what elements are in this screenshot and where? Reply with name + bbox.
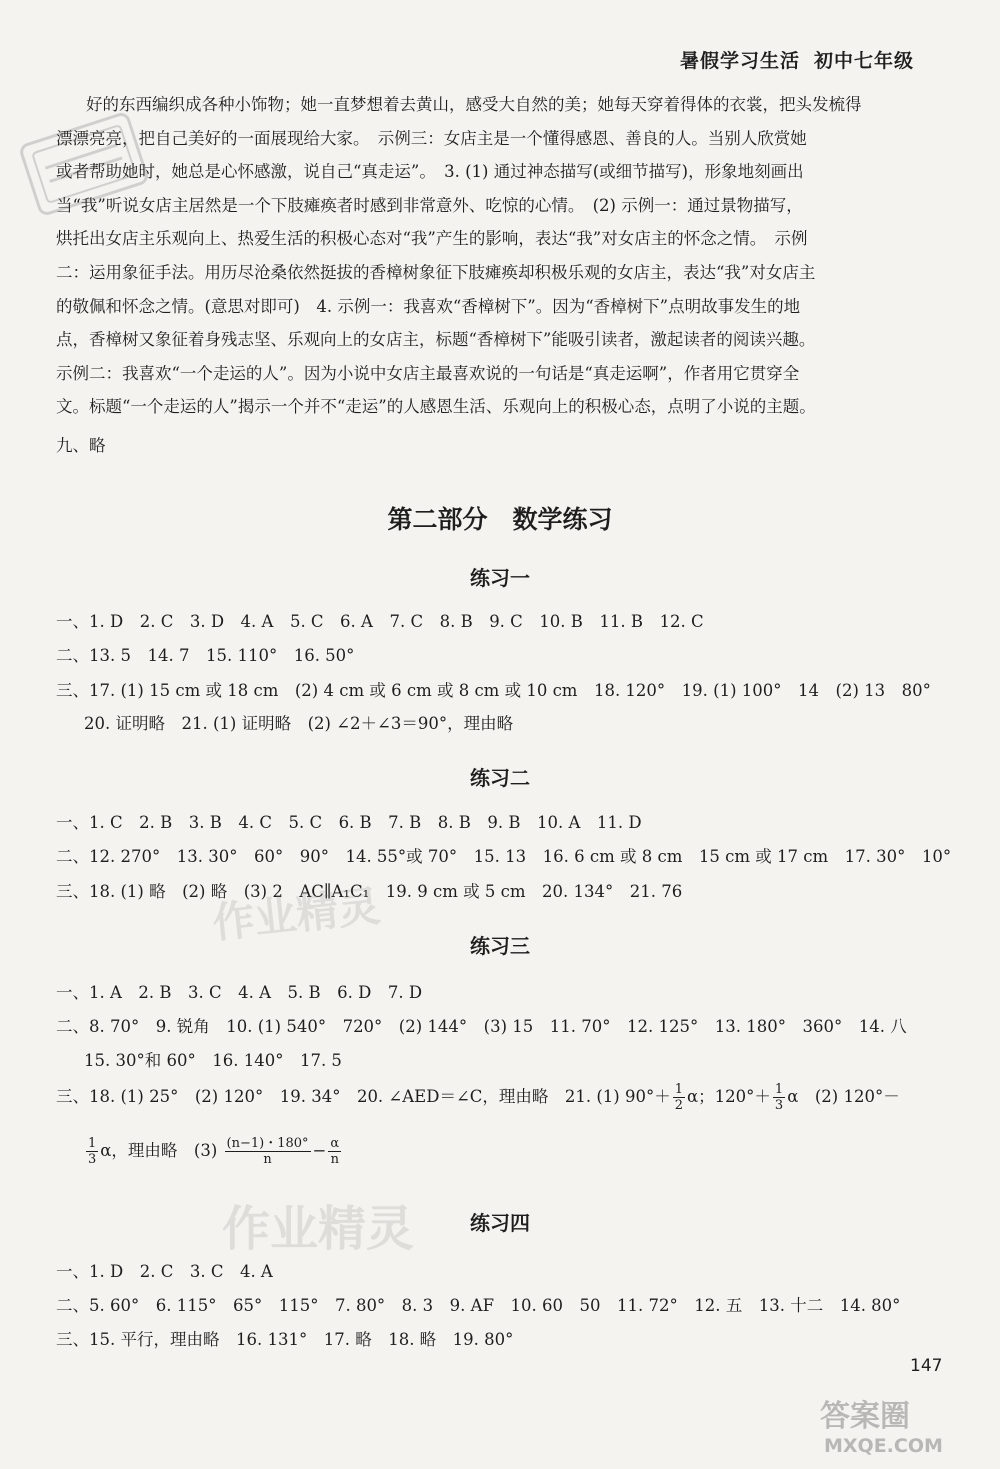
answer-line: 点，香樟树又象征着身残志坚、乐观向上的女店主，标题“香樟树下”能吸引读者，激起读者的阅读兴趣。 xyxy=(56,330,816,350)
fraction: $\frac{(n-1)・180^\circ}{n}$ xyxy=(226,1136,309,1167)
answer-line: 二：运用象征手法。用历尽沧桑依然挺拔的香樟树象征下肢瘫痪却积极乐观的女店主，表达“我”对女店主 xyxy=(56,262,816,282)
exercise3-title: 练习三 xyxy=(470,934,530,958)
answer-line: 当“我”听说女店主居然是一个下肢瘫痪者时感到非常意外、吃惊的心情。 (2) 示例一：通过景物描写， xyxy=(56,195,803,215)
fraction: $\frac{1}{3}$ xyxy=(774,1082,784,1113)
watermark-text: 作业精灵 xyxy=(222,1201,415,1257)
answer-line: 文。标题“一个走运的人”揭示一个并不“走运”的人感恩生活、乐观向上的积极心态，点明了小说的主题。 xyxy=(56,397,816,417)
exercise4-row: 三、15. 平行，理由略 16. 131° 17. 略 18. 略 19. 80° xyxy=(56,1330,514,1349)
exercise3-row: 二、8. 70° 9. 锐角 10. (1) 540° 720° (2) 144° (3) 15 11. 70° 12. 125° 13. 180° 360° 14. 八 xyxy=(56,1017,907,1036)
exercise2-row: 二、12. 270° 13. 30° 60° 90° 14. 55°或 70° 15. 13 16. 6 cm 或 8 cm 15 cm 或 17 cm 17. 30° 10° xyxy=(56,847,952,866)
exercise4-row: 一、1. D 2. C 3. C 4. A xyxy=(56,1262,273,1281)
exercise2-title: 练习二 xyxy=(470,766,530,790)
watermark-text: 作业精灵 xyxy=(210,881,383,948)
answer-line: 示例二：我喜欢“一个走运的人”。因为小说中女店主最喜欢说的一句话是“真走运啊”，作者用它贯穿全 xyxy=(56,363,800,383)
answer-line: 或者帮助她时，她总是心怀感激，说自己“真走运”。 3. (1) 通过神态描写(或细节描写)，形象地刻画出 xyxy=(56,162,804,182)
exercise1-row: 20. 证明略 21. (1) 证明略 (2) ∠2＋∠3＝90°，理由略 xyxy=(84,714,514,733)
answer-line: 烘托出女店主乐观向上、热爱生活的积极心态对“我”产生的影响，表达“我”对女店主的怀念之情。 示例 xyxy=(56,229,808,249)
page-number: 147 xyxy=(910,1356,943,1376)
exercise3-row-fractions: 三、18. (1) 25° (2) 120° 19. 34° 20. ∠AED＝∠C，理由略 21. (1) 90°＋ $\frac{1}{2}$ α；120°＋ $\frac{1}{3}$ α (2) 120°－ xyxy=(56,1082,900,1113)
brand-logo xyxy=(810,1392,980,1458)
fraction: $\frac{1}{2}$ xyxy=(674,1082,684,1113)
exercise1-title: 练习一 xyxy=(470,566,530,590)
svg-text:答案圈: 答案圈 xyxy=(820,1399,910,1434)
exercise3-row-fractions-cont: $\frac{1}{3}$ α，理由略 (3) $\frac{(n-1)・180^\circ}{n}$ − $\frac{\alpha}{n}$ xyxy=(88,1136,340,1167)
svg-text:MXQE.COM: MXQE.COM xyxy=(824,1435,943,1457)
exercise4-title: 练习四 xyxy=(470,1211,530,1235)
section-nine: 九、略 xyxy=(56,436,106,455)
running-header xyxy=(680,46,914,73)
chinese-answers-block xyxy=(56,88,936,424)
header-grade: 初中七年级 xyxy=(813,50,914,72)
exercise1-row: 二、13. 5 14. 7 15. 110° 16. 50° xyxy=(56,646,355,665)
exercise3-row: 一、1. A 2. B 3. C 4. A 5. B 6. D 7. D xyxy=(56,983,423,1002)
header-title: 暑假学习生活 xyxy=(679,50,800,72)
fraction: $\frac{\alpha}{n}$ xyxy=(330,1136,340,1167)
exercise4-row: 二、5. 60° 6. 115° 65° 115° 7. 80° 8. 3 9. AF 10. 60 50 11. 72° 12. 五 13. 十二 14. 80° xyxy=(56,1296,901,1315)
exercise3-row: 15. 30°和 60° 16. 140° 17. 5 xyxy=(84,1051,342,1070)
part-two-title: 第二部分 数学练习 xyxy=(387,505,613,534)
fraction: $\frac{1}{3}$ xyxy=(88,1136,97,1167)
answer-line: 好的东西编织成各种小饰物；她一直梦想着去黄山，感受大自然的美；她每天穿着得体的衣裳，把头发梳得 xyxy=(86,95,862,114)
exercise2-row: 一、1. C 2. B 3. B 4. C 5. C 6. B 7. B 8. B 9. B 10. A 11. D xyxy=(56,813,642,832)
exercise1-row: 一、1. D 2. C 3. D 4. A 5. C 6. A 7. C 8. B 9. C 10. B 11. B 12. C xyxy=(56,612,704,631)
exercise1-row: 三、17. (1) 15 cm 或 18 cm (2) 4 cm 或 6 cm 或 8 cm 或 10 cm 18. 120° 19. (1) 100° 14 (2) 13 80° xyxy=(56,681,931,700)
answer-line: 漂漂亮亮，把自己美好的一面展现给大家。 示例三：女店主是一个懂得感恩、善良的人。当别人欣赏她 xyxy=(56,128,807,148)
exercise2-row: 三、18. (1) 略 (2) 略 (3) 2 AC∥A₁C₁ 19. 9 cm 或 5 cm 20. 134° 21. 76 xyxy=(56,882,683,901)
answer-line: 的敬佩和怀念之情。(意思对即可) 4. 示例一：我喜欢“香樟树下”。因为“香樟树下”点明故事发生的地 xyxy=(56,296,801,316)
